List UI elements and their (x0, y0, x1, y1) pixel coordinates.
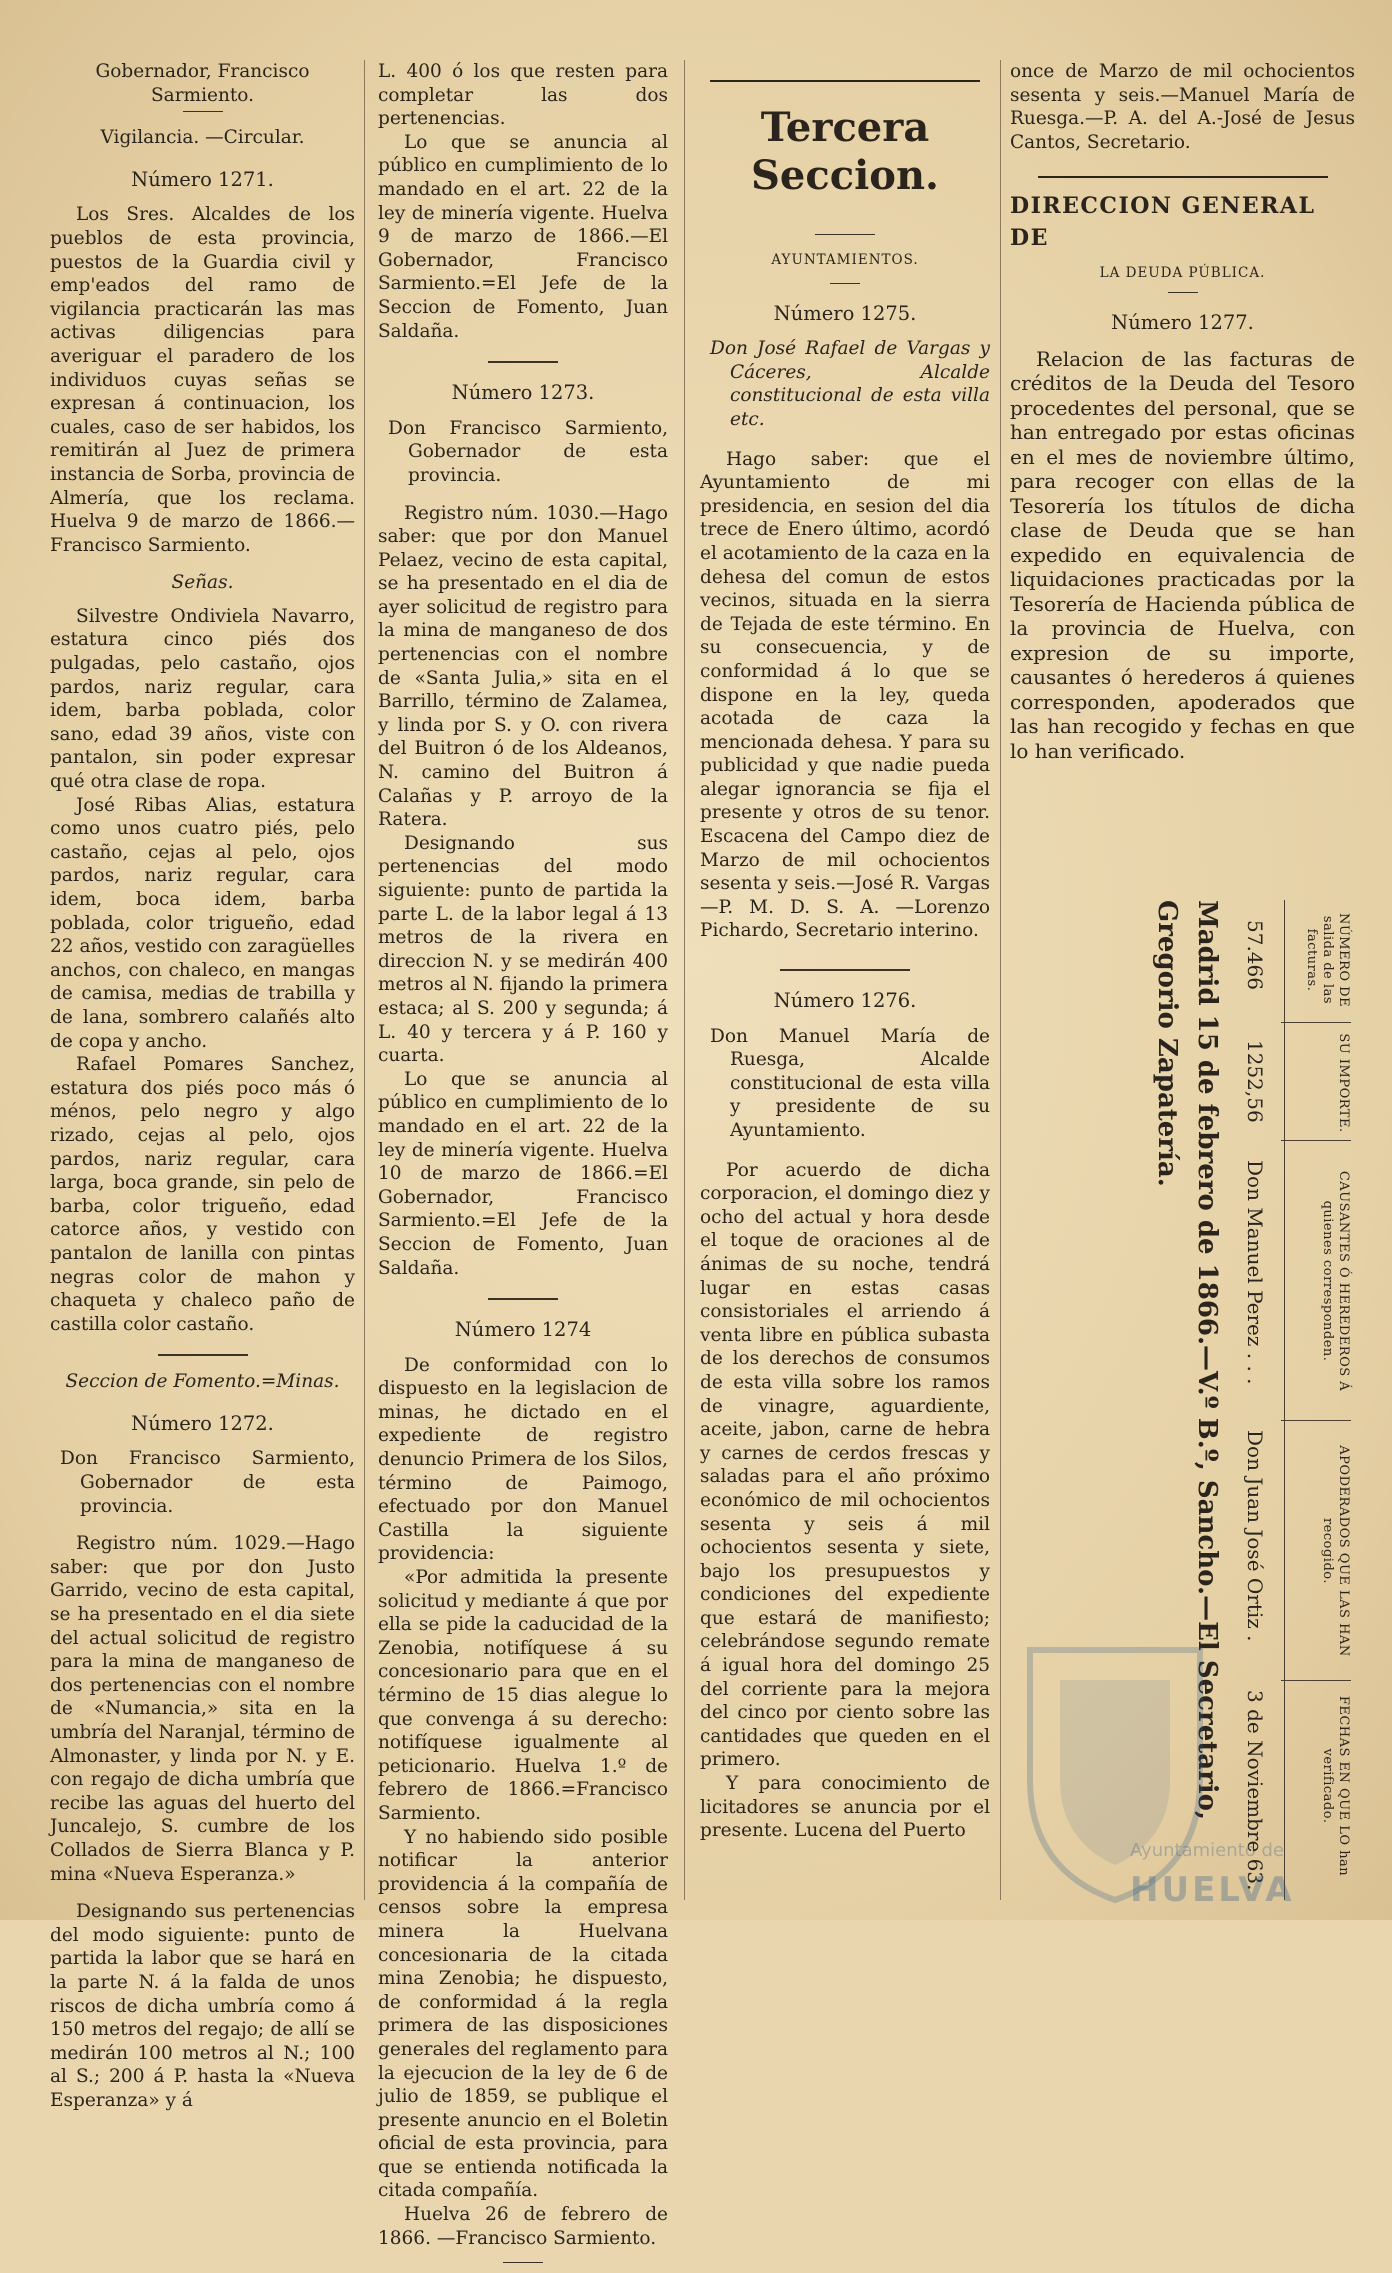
column-rule (364, 60, 365, 1900)
watermark-line-2: HUELVA (1130, 1870, 1295, 1910)
notice-number-1272: Número 1272. (131, 1411, 274, 1435)
divider (183, 111, 223, 112)
table-header (1284, 900, 1355, 1900)
deuda-publica-heading: LA DEUDA PÚBLICA. (1099, 265, 1266, 282)
notice-1272-closing: Lo que se anuncia al público en cumplimiento de lo mandado en el art. 22 de la ley de minería vigente. Huelva 9 de marzo de 1866.—El Gobernador, Francisco Sarmiento.=El Jefe de la Seccion de Fomento, Juan Saldaña. (378, 131, 668, 342)
column-divider (1281, 1680, 1351, 1681)
notice-1276-signature: once de Marzo de mil ochocientos sesenta y seis.—Manuel María de Ruesga.—P. A. del A.-José de Jesus Cantos, Secretario. (1010, 61, 1355, 153)
divider (488, 1298, 558, 1300)
notice-1272-body: Registro núm. 1029.—Hago saber: que por don Justo Garrido, vecino de esta capital, se ha presentado en el dia siete del actual solicitud de registro para la mina de manganeso de dos pertenencias con el nombre de «Numancia,» sita en la umbría del Naranjal, término de Almonaster, y linda por N. y E. con regajo de dicha umbría que recibe las aguas del huerto del Juncalejo, S. cumbre de los Collados de Sierra Blanca y P. mina «Nueva Esperanza.» (50, 1533, 355, 1885)
divider (710, 80, 980, 82)
notice-1272-issuer: Don Francisco Sarmiento, Gobernador de esta provincia. (60, 1448, 355, 1517)
notice-1276-closing: Y para conocimiento de licitadores se anuncia por el presente. Lucena del Puerto (700, 1773, 990, 1842)
description-ondiviela: Silvestre Ondiviela Navarro, estatura cinco piés dos pulgadas, pelo castaño, ojos pardos, nariz regular, cara idem, barba poblada, color sano, edad 39 años, viste con pantalon, sin poder expresar qué otra clase de ropa. (50, 605, 355, 793)
notice-number-1277: Número 1277. (1111, 310, 1254, 334)
header-numero: NÚMERO DE salida de las facturas. (1304, 912, 1351, 1008)
notice-1274-body: Y no habiendo sido posible notificar la anterior providencia á la compañía de censos sobre la empresa minera la Huelvana concesionaria de la citada mina Zenobia; he dispuesto, de conformidad á la regla primera de las disposiciones generales del reglamento para la ejecucion de la ley de 6 de julio de 1859, se publique el presente anuncio en el Boletin oficial de esta provincia, para que se entienda notificada la citada compañía. (378, 1826, 668, 2202)
header-importe: SU IMPORTE. (1336, 1033, 1351, 1133)
notice-1275-issuer: Don José Rafael de Vargas y Cáceres, Alcalde constitucional de esta villa etc. (710, 338, 990, 430)
divider (1038, 176, 1328, 178)
notice-1273-body: Registro núm. 1030.—Hago saber: que por don Manuel Pelaez, vecino de esta capital, se ha presentado en el dia de ayer solicitud de registro para la mina de manganeso de dos pertenencias con el nombre de «Santa Julia,» sita en el Barrillo, término de Zalamea, y linda por S. y O. con rivera del Buitron ó de los Aldeanos, N. camino del Buitron á Calañas y P. arroyo de la Ratera. (378, 502, 668, 831)
notice-1273-closing: Lo que se anuncia al público en cumplimiento de lo mandado en el art. 22 de la ley de minería vigente. Huelva 10 de marzo de 1866.=El Gobernador, Francisco Sarmiento.=El Jefe de la Seccion de Fomento, Juan Saldaña. (378, 1068, 668, 1279)
cell-numero: 57.466 (1243, 920, 1267, 990)
notice-number-1271: Número 1271. (131, 167, 274, 191)
notice-number-1276: Número 1276. (773, 989, 917, 1013)
divider (830, 283, 860, 284)
section-heading-vigilancia: Vigilancia. —Circular. (100, 127, 305, 149)
notice-1276-body: Por acuerdo de dicha corporacion, el domingo diez y ocho del actual y hora desde el toque de oraciones al de ánimas de su noche, tendrá lugar en estas casas consistoriales el arriendo á venta libre en pública subasta de los derechos de consumos de esta villa sobre los ramos de vinagre, aguardiente, aceite, jabon, carne de hebra y carnes de cerdos frescas y saladas para el año próximo económico de mil ochocientos sesenta y seis á mil ochocientos sesenta y siete, bajo los presupuestos y condiciones del expediente que estará de manifiesto; celebrándose segundo remate á igual hora del domingo 25 del corriente para la mejora del cinco por ciento sobre las cantidades que queden en el primero. (700, 1159, 990, 1771)
divider (780, 969, 910, 971)
column-divider (1281, 1420, 1351, 1421)
notice-1272-continued: L. 400 ó los que resten para completar las dos pertenencias. (378, 61, 668, 130)
column-3 (700, 60, 990, 1843)
column-2 (378, 60, 668, 2273)
signature-line: Gobernador, Francisco Sarmiento. (95, 61, 310, 106)
notice-number-1274: Número 1274 (454, 1318, 592, 1342)
senas-heading: Señas. (171, 572, 234, 594)
notice-number-1273: Número 1273. (451, 381, 595, 405)
section-title-tercera: Tercera Seccion. (751, 104, 939, 199)
direccion-general-heading: DIRECCION GENERAL DE (1010, 193, 1316, 252)
header-apoderados: APODERADOS QUE LAS HAN recogido. (1320, 1445, 1351, 1657)
cell-importe: 1252,56 (1243, 1040, 1267, 1123)
cell-fecha: 3 de Noviembre 63. (1243, 1690, 1267, 1891)
ayuntamientos-heading: AYUNTAMIENTOS. (771, 252, 919, 268)
divider (815, 234, 875, 235)
table-footer-signature: Madrid 15 de febrero de 1866.—V.º B.º, Sancho.—El Secretario, Gregorio Zapatería. (1152, 900, 1222, 1821)
cell-apoderado: Don Juan José Ortiz . (1243, 1430, 1267, 1642)
header-causantes: CAUSANTES Ó HEREDEROS Á quienes corresponden. (1320, 1170, 1351, 1392)
notice-1274-providencia: «Por admitida la presente solicitud y mediante á que por ella se pide la caducidad de la Zenobia, notifíquese á su concesionario para que en el término de 15 dias alegue lo que convenga á su derecho: notifíquese igualmente al peticionario. Huelva 1.º de febrero de 1866.=Francisco Sarmiento. (378, 1567, 668, 1824)
notice-1273-boundaries: Designando sus pertenencias del modo siguiente: punto de partida la parte L. de la labor legal á 13 metros de la rivera en direccion N. y se medirán 400 metros al N. fijando la primera estaca; al S. 200 y segunda; á L. 40 y tercera y á P. 160 y cuarta. (378, 832, 668, 1067)
column-1 (50, 60, 355, 2113)
notice-1272-boundaries: Designando sus pertenencias del modo siguiente: punto de partida la labor que se hará en la parte N. á la falda de unos riscos de dicha umbría como á 150 metros del regajo; de allí se medirán 100 metros al N.; 100 al S.; 200 á P. hasta la «Nueva Esperanza» y á (50, 1901, 355, 2111)
description-ribas: José Ribas Alias, estatura como unos cuatro piés, pelo castaño, cejas al pelo, ojos pardos, nariz regular, cara idem, boca idem, barba poblada, color trigueño, edad 22 años, vestido con zaragüelles anchos, con chaleco, en mangas de camisa, medias de trabilla y de lana, sombrero calañés alto de copa y ancho. (50, 794, 355, 1052)
divider (503, 2262, 543, 2263)
cell-causante: Don Manuel Perez . . . (1243, 1160, 1267, 1385)
notice-1276-issuer: Don Manuel María de Ruesga, Alcalde constitucional de esta villa y presidente de su Ayuntamiento. (710, 1025, 990, 1141)
column-divider (1281, 1022, 1351, 1023)
divider (158, 1354, 248, 1356)
column-rule (684, 60, 685, 1900)
watermark-line-1: Ayuntamiento de (1130, 1840, 1284, 1861)
notice-1277-body: Relacion de las facturas de créditos de la Deuda del Tesoro procedentes del personal, que se han entregado por estas oficinas en el mes de noviembre último, para recoger con ellas de la Tesorería los títulos de dicha clase de Deuda que se han expedido en equivalencia de liquidaciones practicadas por la Tesorería de Hacienda pública de la provincia de Huelva, con expresion de su importe, causantes ó herederos á quienes corresponden, apoderados que las han recogido y fechas en que lo han verificado. (1010, 346, 1355, 763)
notice-1275-body: Hago saber: que el Ayuntamiento de mi presidencia, en sesion del dia trece de Enero último, acordó el acotamiento de la caza en la dehesa del comun de estos vecinos, situada en la sierra de Tejada de este término. En su consecuencia, y de conformidad á lo que se dispone en la ley, queda acotada de caza la mencionada dehesa. Y para su publicidad y que nadie pueda alegar ignorancia se fija el presente y otros de su tenor. Escacena del Campo diez de Marzo de mil ochocientos sesenta y seis.—José R. Vargas—P. M. D. S. A. —Lorenzo Pichardo, Secretario interino. (700, 448, 990, 942)
notice-1271-body: Los Sres. Alcaldes de los pueblos de esta provincia, puestos de la Guardia civil y emp'eados del ramo de vigilancia practicarán las mas activas diligencias para averiguar el paradero de los individuos cuyas señas se expresan á continuacion, los cuales, caso de ser habidos, los remitirán al Juez de primera instancia de Sorba, provincia de Almería, que los reclama. Huelva 9 de marzo de 1866.—Francisco Sarmiento. (50, 204, 355, 556)
section-heading-fomento: Seccion de Fomento.=Minas. (65, 1371, 340, 1393)
description-pomares: Rafael Pomares Sanchez, estatura dos piés poco más ó ménos, pelo negro y algo rizado, cejas al pelo, ojos pardos, nariz regular, cara larga, boca grande, sin pelo de barba, color trigueño, edad catorce años, y vestido con pantalon de lanilla con pintas negras color de mahon y chaqueta y chaleco paño de castilla color castaño. (50, 1054, 355, 1335)
notice-number-1275: Número 1275. (773, 301, 917, 325)
column-4 (1010, 60, 1355, 763)
header-fechas: FECHAS EN QUE LO han verificado. (1320, 1695, 1351, 1877)
coat-of-arms-watermark (990, 1630, 1240, 1910)
notice-1273-issuer: Don Francisco Sarmiento, Gobernador de esta provincia. (388, 417, 668, 486)
notice-1274-signature: Huelva 26 de febrero de 1866. —Francisco Sarmiento. (378, 2204, 668, 2249)
notice-1274-intro: De conformidad con lo dispuesto en la legislacion de minas, he dictado en el expediente de registro denuncio Primera de los Silos, término de Paimogo, efectuado por don Manuel Castilla la siguiente providencia: (378, 1354, 668, 1565)
divider (1168, 292, 1198, 293)
divider (488, 361, 558, 363)
column-divider (1281, 1140, 1351, 1141)
column-rule (1000, 60, 1001, 1900)
